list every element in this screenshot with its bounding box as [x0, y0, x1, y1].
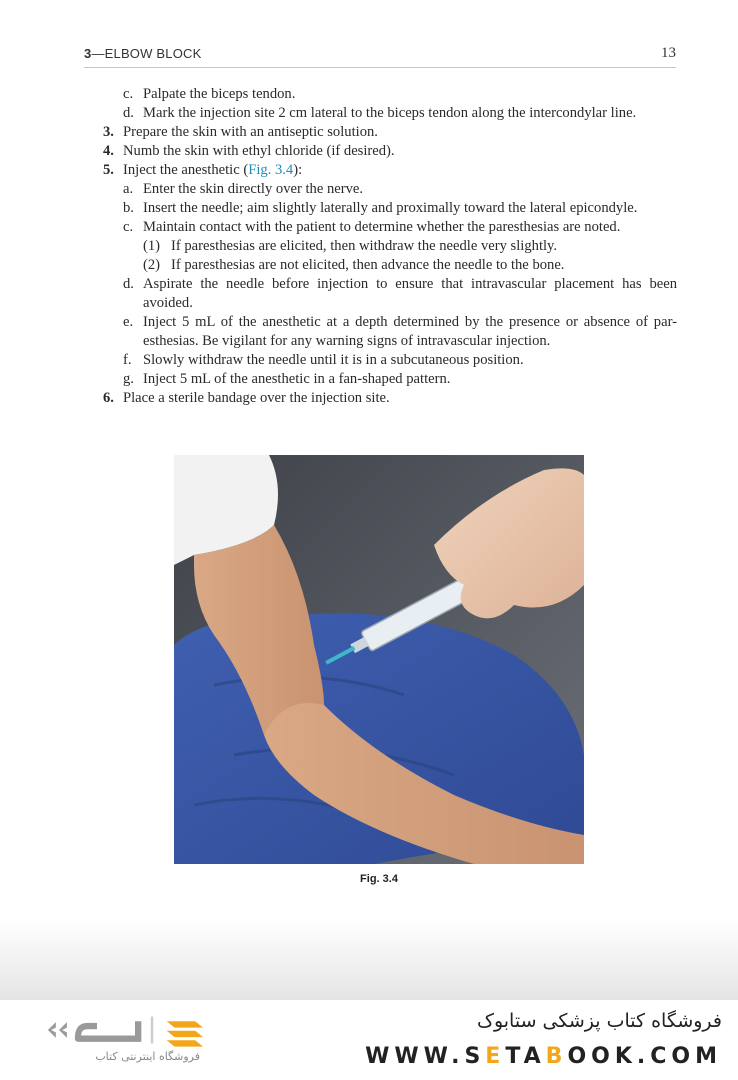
step-subitem: (2) If paresthesias are not elicited, then advance the needle to the bone. [143, 257, 565, 273]
setabook-logo [40, 1010, 230, 1050]
elbow-injection-photo [174, 455, 584, 864]
step-item: b. Insert the needle; aim slightly laterally and proximally toward the lateral epicondyle. [123, 200, 638, 216]
procedure-steps [103, 85, 677, 408]
figure-link[interactable]: Fig. 3.4 [248, 162, 294, 178]
step-item: 3. Prepare the skin with an antiseptic solution. [103, 124, 378, 140]
step-item: d. Aspirate the needle before injection to ensure that intravascular placement has been avoided. [123, 276, 677, 311]
page-number: 13 [661, 45, 676, 61]
step-item: g. Inject 5 mL of the anesthetic in a fan-shaped pattern. [123, 371, 451, 387]
step-item: c. Maintain contact with the patient to determine whether the paresthesias are noted. [123, 219, 621, 235]
footer-fade [0, 918, 738, 1000]
publisher-footer [0, 1000, 738, 1080]
logo-subtitle: فروشگاه اینترنتی کتاب [95, 1050, 200, 1063]
chapter-title: 3—ELBOW BLOCK [84, 46, 202, 61]
store-title: فروشگاه کتاب پزشکی ستابوک [476, 1010, 722, 1032]
step-item: 6. Place a sterile bandage over the injection site. [103, 390, 390, 406]
step-item: 4. Numb the skin with ethyl chloride (if desired). [103, 143, 395, 159]
running-header [84, 45, 676, 68]
step-item: d. Mark the injection site 2 cm lateral to the biceps tendon along the intercondylar line. [123, 105, 637, 121]
step-item: f. Slowly withdraw the needle until it is in a subcutaneous position. [123, 352, 524, 368]
step-subitem: (1) If paresthesias are elicited, then withdraw the needle very slightly. [143, 238, 558, 254]
step-item: e. Inject 5 mL of the anesthetic at a depth determined by the presence or absence of par-esthesias. Be vigilant for any warning signs of intravascular injection. [123, 314, 677, 349]
step-item: a. Enter the skin directly over the nerve. [123, 181, 364, 197]
step-item: c. Palpate the biceps tendon. [123, 86, 296, 102]
figure-caption: Fig. 3.4 [360, 873, 398, 885]
store-url[interactable]: WWW.SETABOOK.COM [365, 1044, 722, 1069]
step-item: 5. Inject the anesthetic (Fig. 3.4): [103, 162, 303, 178]
